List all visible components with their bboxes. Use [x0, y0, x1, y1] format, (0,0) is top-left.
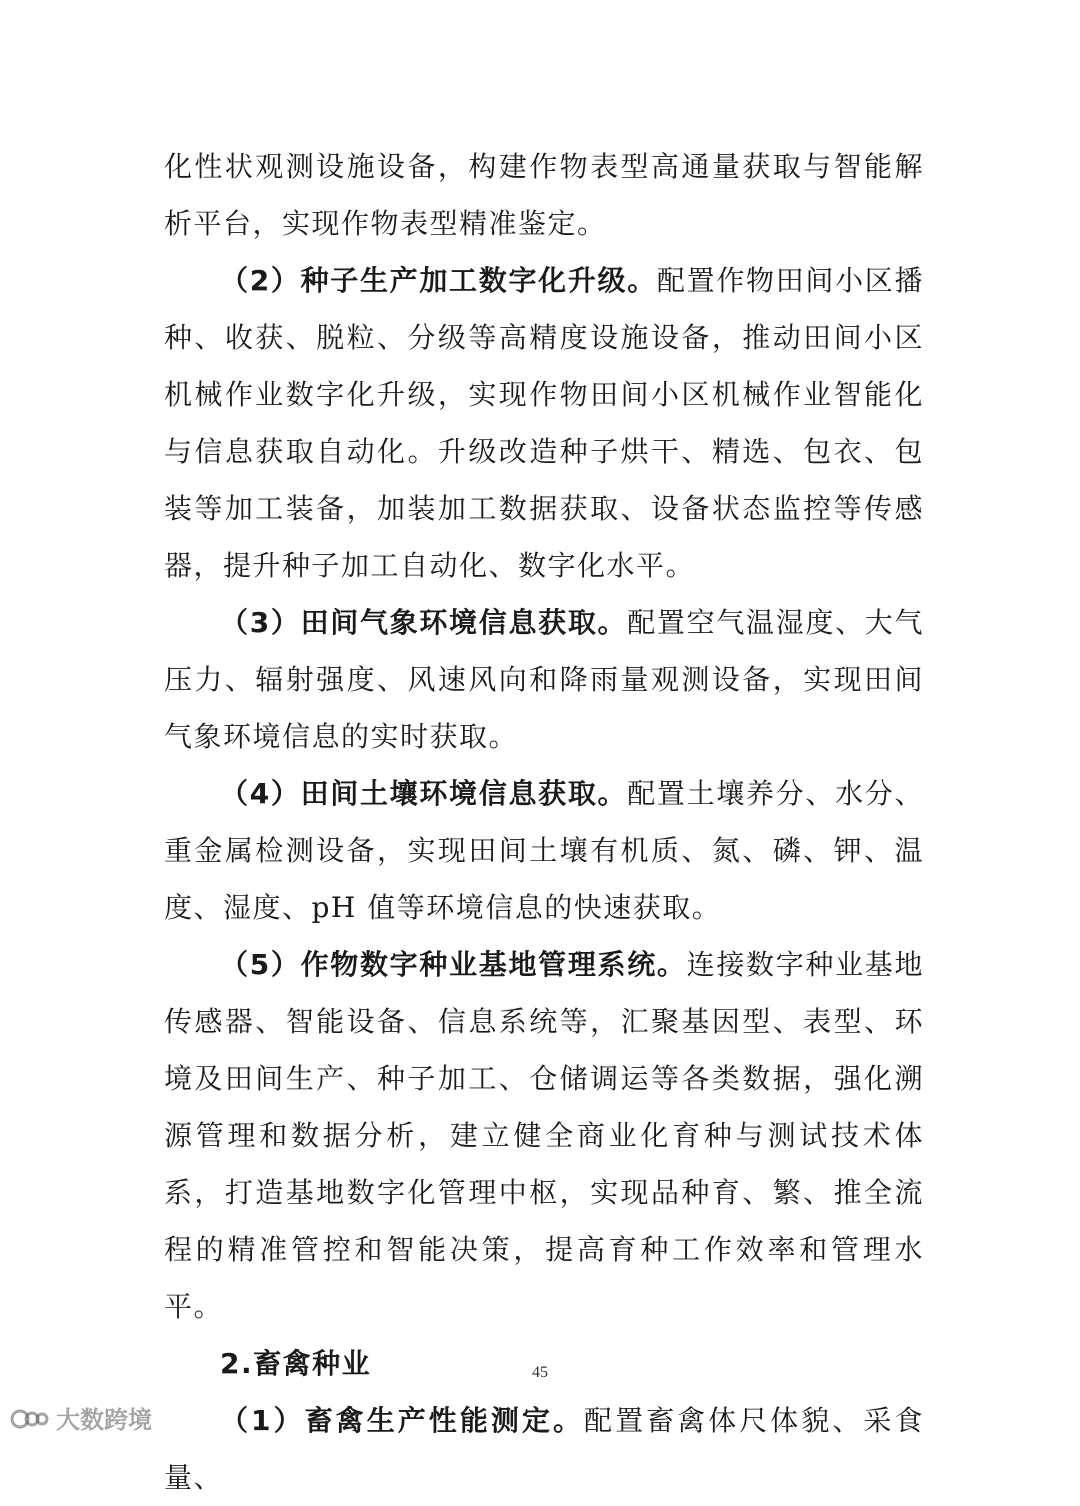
- section-title: 2.畜禽种业: [220, 1347, 372, 1380]
- page-number: 45: [532, 1364, 548, 1381]
- watermark-logo-icon: [10, 1403, 50, 1433]
- paragraph-body: 连接数字种业基地传感器、智能设备、信息系统等，汇聚基因型、表型、环境及田间生产、种子加工、仓储调运等各类数据，强化溯源管理和数据分析，建立健全商业化育种与测试技术体系，打造基地数字化管理中枢，实现品种育、繁、推全流程的精准管控和智能决策，提高育种工作效率和管理水平。: [164, 948, 924, 1323]
- paragraph-heading: （1）畜禽生产性能测定。: [220, 1404, 585, 1437]
- paragraph-body: 配置空气温湿度、大气压力、辐射强度、风速风向和降雨量观测设备，实现田间气象环境信息的实时获取。: [164, 606, 924, 753]
- paragraph-soil-info: [164, 765, 924, 936]
- paragraph-heading: （4）田间土壤环境信息获取。: [220, 777, 628, 810]
- paragraph-body: 配置土壤养分、水分、重金属检测设备，实现田间土壤有机质、氮、磷、钾、温度、湿度、pH 值等环境信息的快速获取。: [164, 777, 924, 924]
- paragraph-seed-processing: [164, 252, 924, 594]
- paragraph-body: 化性状观测设施设备，构建作物表型高通量获取与智能解析平台，实现作物表型精准鉴定。: [164, 150, 924, 240]
- paragraph-continuation: [164, 138, 924, 252]
- paragraph-heading: （3）田间气象环境信息获取。: [220, 606, 628, 639]
- document-body: [164, 138, 924, 1506]
- watermark: [10, 1400, 152, 1435]
- paragraph-livestock-performance: [164, 1392, 924, 1506]
- paragraph-base-management: [164, 936, 924, 1335]
- paragraph-body: 配置畜禽体尺体貌、采食量、: [164, 1404, 924, 1494]
- watermark-text: 大数跨境: [56, 1406, 152, 1434]
- paragraph-heading: （2）种子生产加工数字化升级。: [220, 264, 657, 297]
- paragraph-weather-info: [164, 594, 924, 765]
- paragraph-body: 配置作物田间小区播种、收获、脱粒、分级等高精度设施设备，推动田间小区机械作业数字化升级，实现作物田间小区机械作业智能化与信息获取自动化。升级改造种子烘干、精选、包衣、包装等加工装备，加装加工数据获取、设备状态监控等传感器，提升种子加工自动化、数字化水平。: [164, 264, 924, 582]
- paragraph-heading: （5）作物数字种业基地管理系统。: [220, 948, 687, 981]
